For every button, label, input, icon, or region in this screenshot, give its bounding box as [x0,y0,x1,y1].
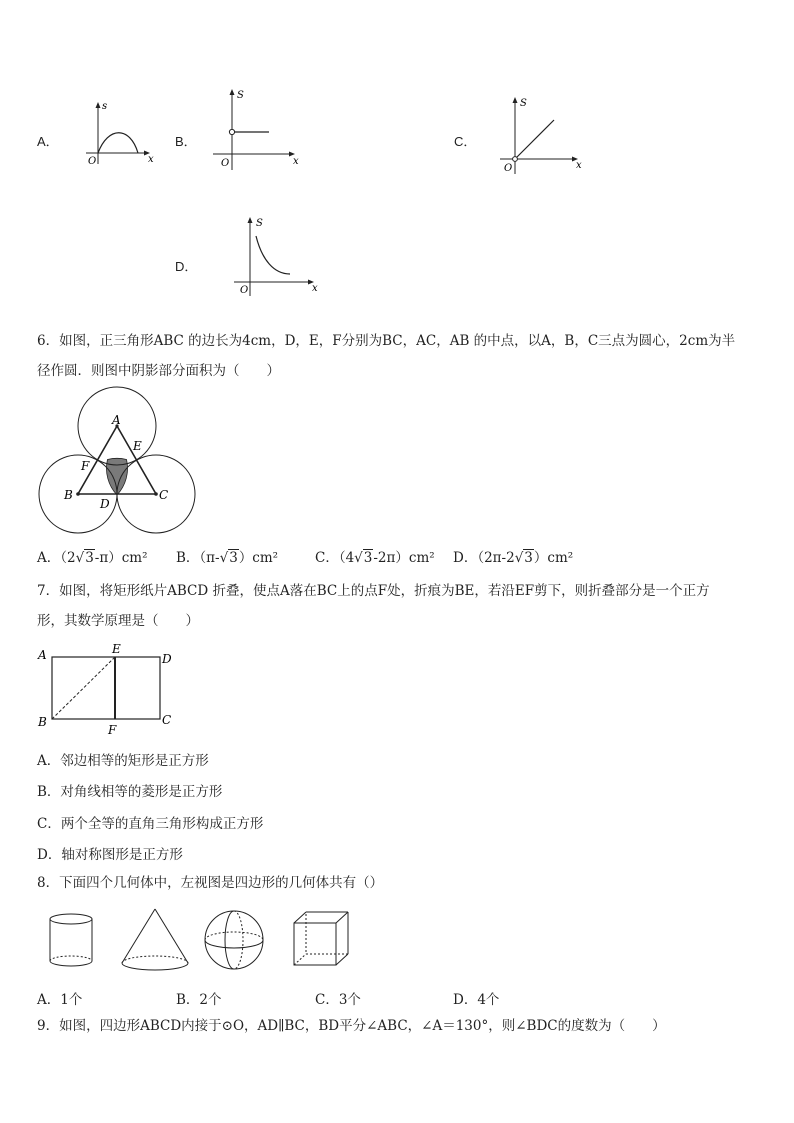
q5-graph-d [230,212,326,300]
q8-option-a[interactable]: A．1个 [37,992,83,1008]
q6-option-a-radicand: 3 [85,550,94,566]
q7-label-a: A [38,648,47,662]
q8-option-c[interactable]: C．3个 [315,992,361,1008]
q7-stem [37,576,767,636]
q8-stem: 8．下面四个几何体中，左视图是四边形的几何体共有（） [37,875,384,891]
q5-b-xlabel: x [293,156,299,167]
cone-icon [122,909,188,970]
q7-option-c[interactable]: C．两个全等的直角三角形构成正方形 [37,816,264,832]
q6-label-a: A [112,413,121,427]
q7-option-b[interactable]: B．对角线相等的菱形是正方形 [37,784,223,800]
q6-option-d-pre: D．（2π-2 [453,550,515,566]
q6-stem [37,326,767,386]
q7-option-d[interactable]: D．轴对称图形是正方形 [37,847,183,863]
q8-option-b[interactable]: B．2个 [176,992,222,1008]
q7-label-b: B [38,715,47,729]
q5-c-xlabel: x [576,160,582,171]
sqrt-symbol: √3 [354,550,373,566]
q6-label-d: D [100,497,110,511]
q5-graph-b [205,84,305,174]
q6-label-e: E [133,439,142,453]
q6-option-b-pre: B．（π- [176,550,220,566]
q5-d-origin: O [240,285,249,296]
q5-a-origin: O [88,156,97,167]
sqrt-symbol: √3 [219,550,238,566]
q7-label-c: C [162,713,172,727]
q5-option-a-label: A． [37,134,59,149]
q6-stem-line1: 6．如图，正三角形ABC 的边长为4cm，D，E，F分别为BC，AC，AB 的中点，以A，B，C三点为圆心，2cm为半 [37,333,736,349]
q5-a-xlabel: x [148,154,154,165]
q6-label-f: F [81,459,90,473]
q6-option-a[interactable] [37,546,148,566]
q6-label-c: C [159,488,169,502]
q6-option-d-post: ）cm² [533,550,574,566]
q6-stem-line2: 径作圆．则图中阴影部分面积为（ ） [37,363,280,379]
cylinder-icon [50,914,92,966]
q6-option-d-radicand: 3 [524,550,533,566]
sqrt-symbol: √3 [514,550,533,566]
q6-option-c[interactable] [315,546,435,566]
q8-solids [44,905,364,977]
q6-figure [36,386,198,534]
q7-label-d: D [162,652,172,666]
q7-stem-line1: 7．如图，将矩形纸片ABCD 折叠，使点A落在BC上的点F处，折痕为BE，若沿EF剪下，则折叠部分是一个正方 [37,583,710,599]
q5-d-xlabel: x [312,283,318,294]
q5-option-c-label: C． [454,134,477,149]
q6-option-c-post: -2π）cm² [373,550,435,566]
q5-d-ylabel: S [256,218,263,229]
q5-c-origin: O [504,163,513,174]
q5-option-b-label: B． [175,134,197,149]
q6-option-b-post: ）cm² [238,550,279,566]
q6-option-d[interactable] [453,546,573,566]
q5-graph-c [496,92,590,178]
q6-option-a-post: -π）cm² [94,550,148,566]
q6-option-b[interactable] [176,546,278,566]
q6-option-b-radicand: 3 [229,550,238,566]
q6-label-b: B [64,488,73,502]
q7-figure [34,642,182,738]
q6-option-c-pre: C．（4 [315,550,355,566]
q6-option-a-pre: A．（2 [37,550,76,566]
q5-graph-a [80,96,160,168]
q6-option-c-radicand: 3 [363,550,373,566]
q5-c-ylabel: S [520,98,527,109]
q7-label-f: F [108,723,117,737]
q7-stem-line2: 形，其数学原理是（ ） [37,613,199,629]
q5-option-d-label: D． [175,259,198,274]
q8-option-d[interactable]: D．4个 [453,992,500,1008]
q9-stem: 9．如图，四边形ABCD内接于⊙O，AD∥BC，BD平分∠ABC，∠A＝130°，则∠BDC的度数为（ ） [37,1018,666,1034]
sphere-icon [205,911,263,969]
q5-a-ylabel: s [102,101,108,112]
cube-icon [294,912,348,965]
q5-b-ylabel: S [237,90,244,101]
q7-label-e: E [112,642,121,656]
q5-b-origin: O [221,158,230,169]
q7-option-a[interactable]: A．邻边相等的矩形是正方形 [37,753,209,769]
sqrt-symbol: √3 [75,550,94,566]
